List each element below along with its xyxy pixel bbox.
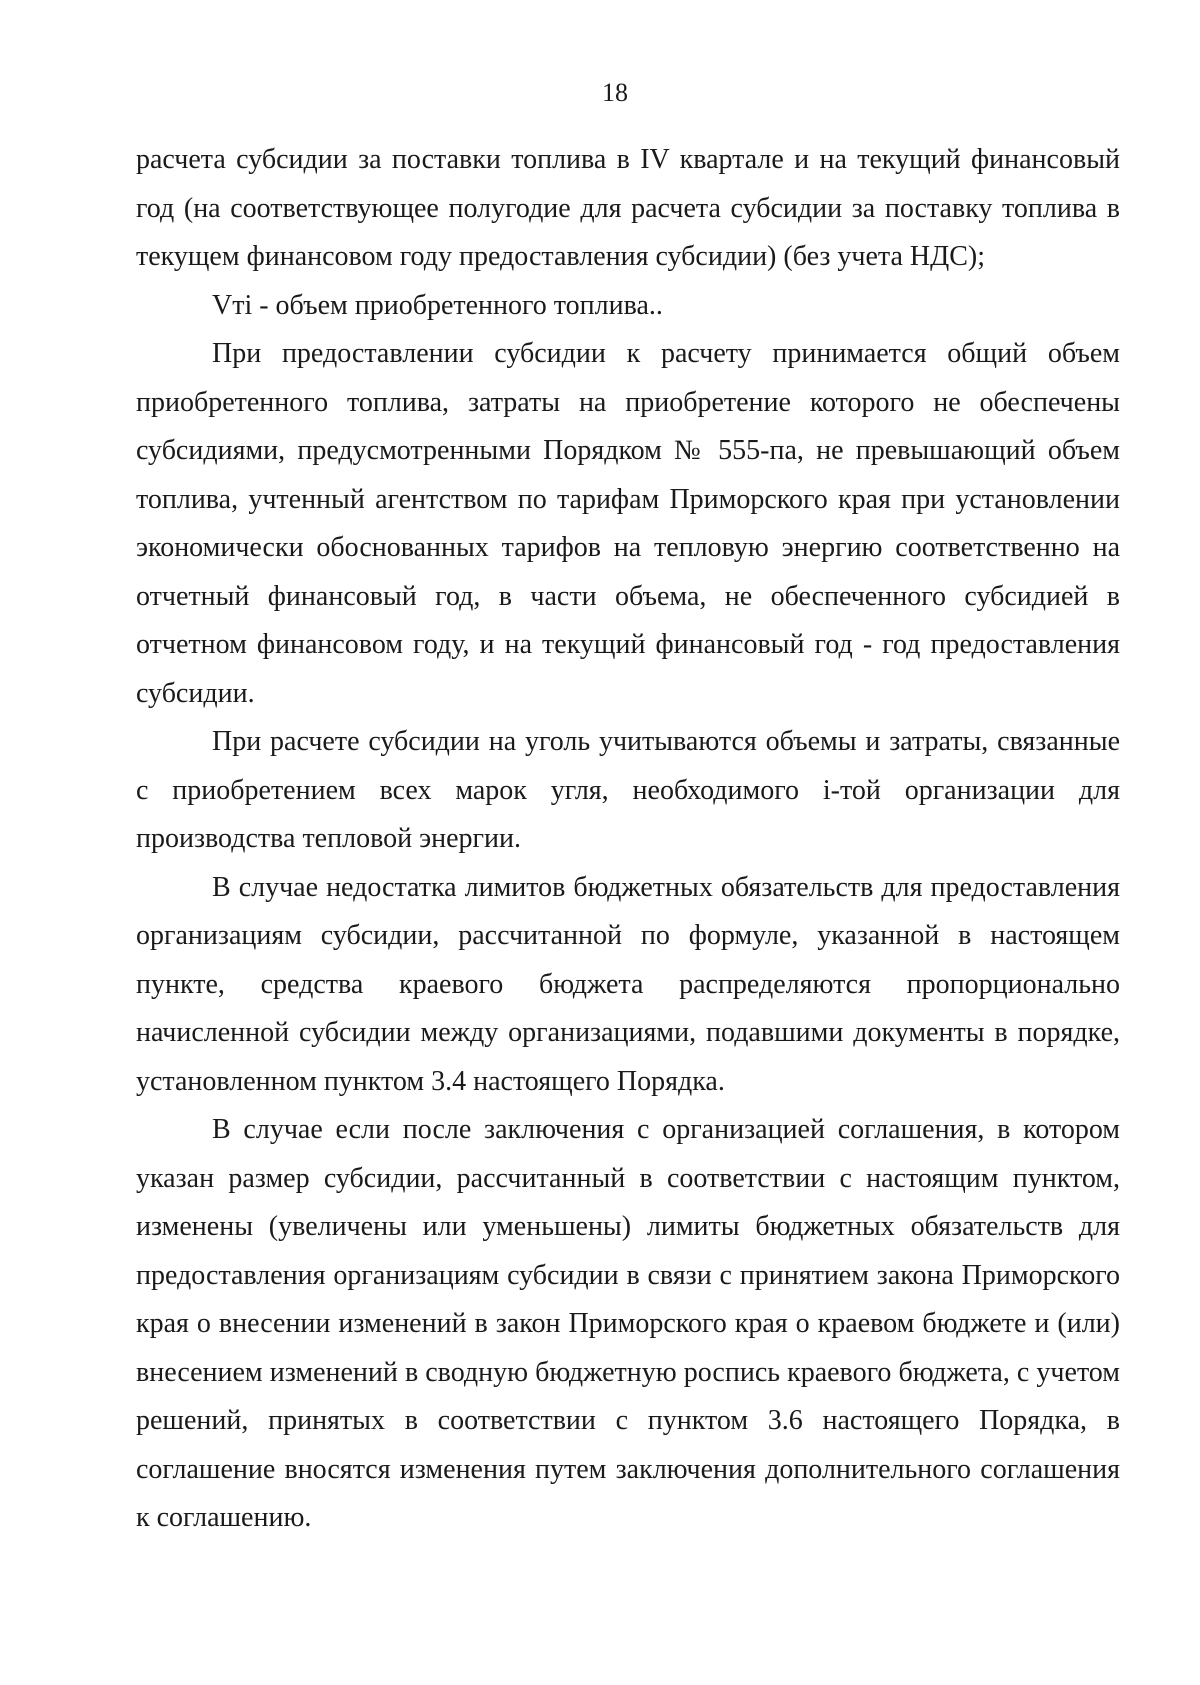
paragraph: В случае если после заключения с организацией соглашения, в котором указан размер субсидии, рассчитанный в соответствии с настоящим пунктом, изменены (увеличены или уменьшены) лимиты бюджетных обязательств для предоставления организациям субсидии в связи с принятием закона Приморского края о внесении изменений в закон Приморского края о краевом бюджете и (или) внесением изменений в сводную бюджетную роспись краевого бюджета, с учетом решений, принятых в соответствии с пунктом 3.6 настоящего Порядка, в соглашение вносятся изменения путем заключения дополнительного соглашения к соглашению. — [136, 1114, 1120, 1533]
paragraph: В случае недостатка лимитов бюджетных обязательств для предоставления организациям субсидии, рассчитанной по формуле, указанной в настоящем пункте, средства краевого бюджета распределяются пропорционально начисленной субсидии между организациями, подавшими документы в порядке, установленном пунктом 3.4 настоящего Порядка. — [136, 871, 1120, 1097]
paragraph: При расчете субсидии на уголь учитываются объемы и затраты, связанные с приобретением всех марок угля, необходимого i-той организации для производства тепловой энергии. — [136, 726, 1120, 854]
paragraph: расчета субсидии за поставки топлива в IV квартале и на текущий финансовый год (на соответствующее полугодие для расчета субсидии за поставку топлива в текущем финансовом году предоставления субсидии) (без учета НДС); — [136, 144, 1120, 272]
page-number: 18 — [602, 78, 628, 107]
paragraph: При предоставлении субсидии к расчету принимается общий объем приобретенного топлива, затраты на приобретение которого не обеспечены субсидиями, предусмотренными Порядком № 555-па, не превышающий объем топлива, учтенный агентством по тарифам Приморского края при установлении экономически обоснованных тарифов на тепловую энергию соответственно на отчетный финансовый год, в части объема, не обеспеченного субсидией в отчетном финансовом году, и на текущий финансовый год - год предоставления субсидии. — [136, 338, 1120, 709]
paragraph: Vті - объем приобретенного топлива.. — [212, 289, 663, 321]
document-body — [136, 136, 1120, 1543]
